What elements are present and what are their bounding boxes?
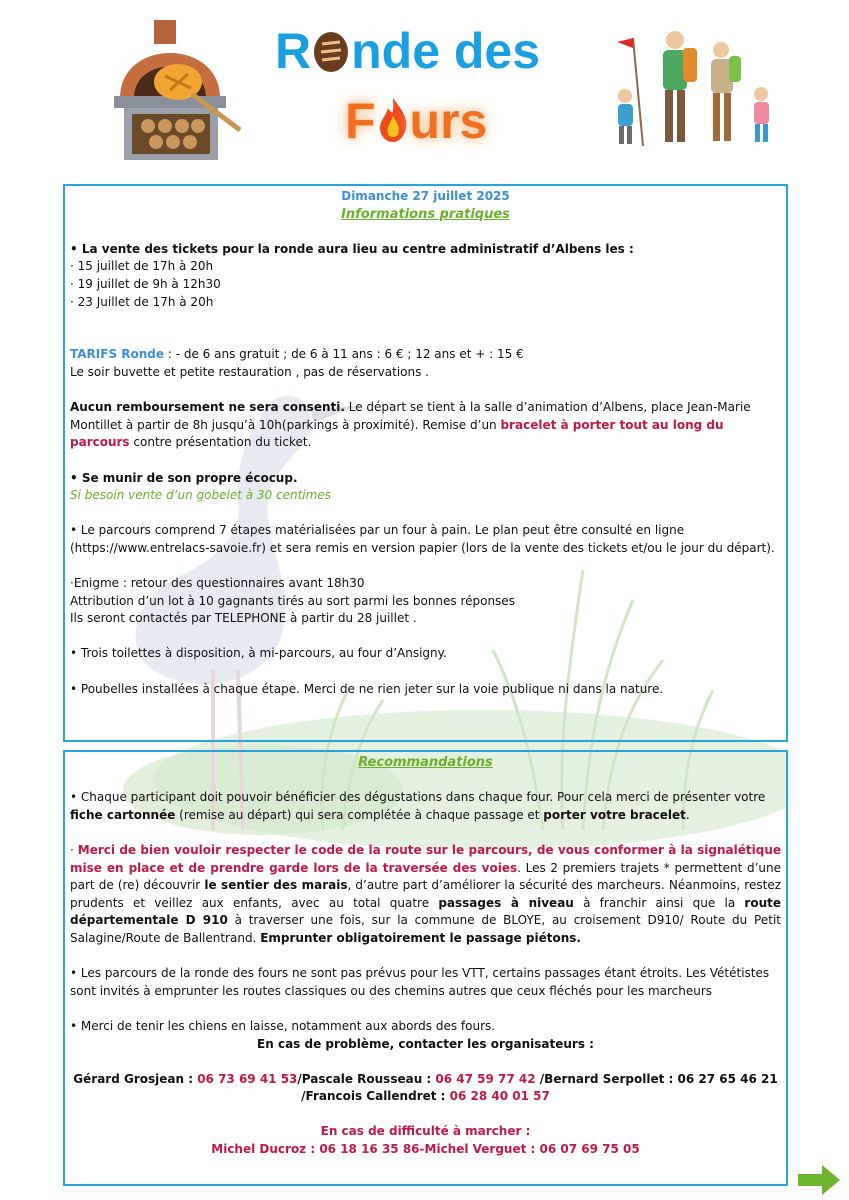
ecocup-note: Si besoin vente d’un gobelet à 30 centimes <box>70 488 331 503</box>
reco-paragraph-1: • Chaque participant doit pouvoir bénéficier des dégustations dans chaque four. Pour cela merci de présenter votre fiche cartonnée (remise au départ) qui sera complétée à chaque passage et porter votre bracelet. <box>70 790 766 822</box>
enigme-line-1: ·Enigme : retour des questionnaires avant 18h30 <box>70 576 365 591</box>
title-fours: F urs <box>345 93 488 149</box>
organizer-contacts: Gérard Grosjean : 06 73 69 41 53/Pascale Rousseau : 06 47 59 77 42 /Bernard Serpollet : 06 27 65 46 21 /Francois Callendret : 06 28 40 01 57 <box>73 1071 778 1104</box>
toilettes: • Trois toilettes à disposition, à mi-parcours, au four d’Ansigny. <box>70 646 447 661</box>
poubelles: • Poubelles installées à chaque étape. Merci de ne rien jeter sur la voie publique ni dans la nature. <box>70 681 664 696</box>
tarifs: TARIFS Ronde : - de 6 ans gratuit ; de 6 à 11 ans : 6 € ; 12 ans et + : 15 € <box>70 347 524 362</box>
info-box <box>63 184 788 742</box>
ticket-sale: • La vente des tickets pour la ronde aura lieu au centre administratif d’Albens les : <box>70 241 634 256</box>
flame-icon <box>376 96 410 144</box>
refund-paragraph: Aucun remboursement ne sera consenti. Le départ se tient à la salle d’animation d’Albens, place Jean-Marie Montillet à partir de 8h jusqu’à 10h(parkings à proximité). Remise d’un bracelet à porter tout au long du parcours contre présentation du ticket. <box>70 400 751 450</box>
reco-paragraph-2: · Merci de bien vouloir respecter le code de la route sur le parcours, de vous conformer à la signalétique mise en place et de prendre garde lors de la traversée des voies. Les 2 premiers trajets * permettent d’une part de (re) découvrir le sentier des marais, d’autre part d’améliorer la sécurité des marcheurs. Néanmoins, restez prudents et veillez aux enfants, avec au total quatre passages à niveau à franchir ainsi que la route départementale D 910 à traverser une fois, sur la commune de BLOYE, au croisement D910/ Route du Petit Salagine/Route de Ballentrand. Emprunter obligatoirement le passage piétons. <box>70 842 782 945</box>
reco-box <box>63 750 788 1186</box>
ecocup: • Se munir de son propre écocup. <box>70 470 298 485</box>
ticket-date-3: · 23 Juillet de 17h à 20h <box>70 294 214 309</box>
difficulty-contacts: Michel Ducroz : 06 18 16 35 86-Michel Verguet : 06 07 69 75 05 <box>211 1142 640 1157</box>
title-ronde-des: R nde des <box>275 23 541 79</box>
enigme-line-2: Attribution d’un lot à 10 gagnants tirés au sort parmi les bonnes réponses <box>70 593 515 608</box>
reco-heading: Recommandations <box>358 755 493 770</box>
event-date: Dimanche 27 juillet 2025 <box>341 189 510 203</box>
buvette: Le soir buvette et petite restauration , pas de réservations . <box>70 364 429 379</box>
ticket-date-2: · 19 juillet de 9h à 12h30 <box>70 276 221 291</box>
reco-paragraph-3: • Les parcours de la ronde des fours ne sont pas prévus pour les VTT, certains passages étant étroits. Les Vététistes sont invités à emprunter les routes classiques ou des chemins autres que ceux fléchés pour les marcheurs <box>70 966 770 998</box>
ticket-date-1: · 15 juillet de 17h à 20h <box>70 259 214 274</box>
bread-loaf-icon <box>312 28 350 74</box>
info-heading: Informations pratiques <box>341 206 510 222</box>
arrow-right-icon[interactable] <box>796 1163 842 1197</box>
hiking-family-icon <box>603 28 783 150</box>
difficulty-heading: En cas de difficulté à marcher : <box>320 1124 531 1139</box>
problem-heading: En cas de problème, contacter les organisateurs : <box>257 1036 594 1051</box>
parcours: • Le parcours comprend 7 étapes matérialisées par un four à pain. Le plan peut être consulté en ligne (https://www.entrelacs-savoie.fr) et sera remis en version papier (lors de la vente des tickets et/ou le jour du départ). <box>70 523 775 555</box>
bread-oven-icon <box>110 18 245 163</box>
tarifs-label: TARIFS Ronde <box>70 347 165 362</box>
enigme-line-3: Ils seront contactés par TELEPHONE à partir du 28 juillet . <box>70 611 417 626</box>
reco-paragraph-4: • Merci de tenir les chiens en laisse, notamment aux abords des fours. <box>70 1018 496 1033</box>
